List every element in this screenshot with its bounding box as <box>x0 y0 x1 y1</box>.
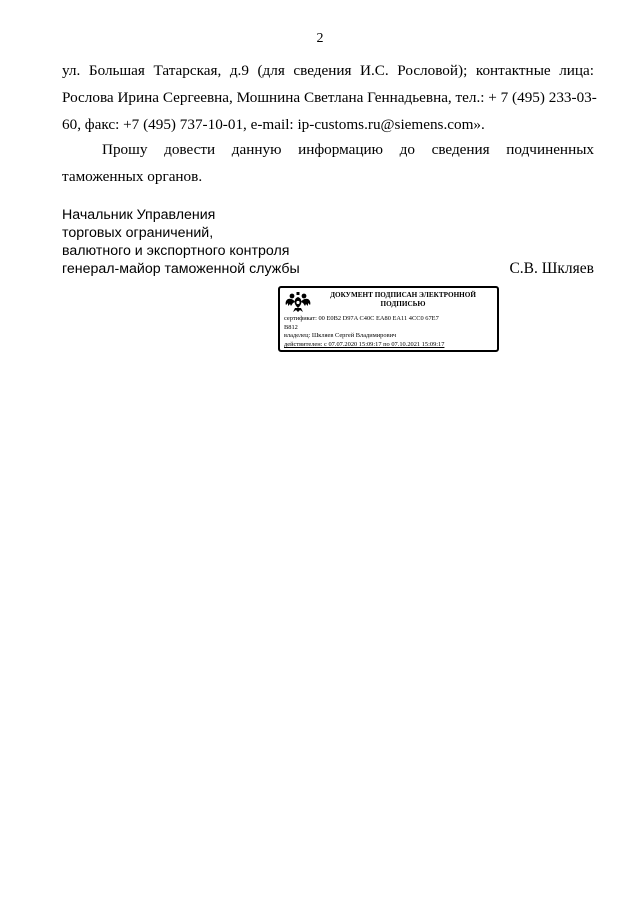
stamp-validity: действителен: с 07.07.2020 15:09:17 по 07.10.2021 15:09:17 <box>284 340 445 348</box>
paragraph-line: ул. Большая Татарская, д.9 (для сведения И.С. Рословой); контактные лица: <box>62 62 594 79</box>
stamp-certificate: сертификат: 00 E0B2 D97A C40C EA80 EA11 4CC0 67E7 <box>284 315 439 322</box>
paragraph-line: 60, факс: +7 (495) 737-10-01, e-mail: ip-customs.ru@siemens.com». <box>62 116 485 133</box>
signatory-position <box>62 206 300 278</box>
signatory-name: С.В. Шкляев <box>509 260 594 277</box>
position-line: генерал-майор таможенной службы <box>62 261 300 277</box>
stamp-details <box>284 315 496 349</box>
paragraph-request <box>62 136 594 190</box>
paragraph-contacts <box>62 57 597 138</box>
position-line: Начальник Управления <box>62 207 216 223</box>
position-line: валютного и экспортного контроля <box>62 243 290 259</box>
position-line: торговых ограничений, <box>62 225 214 241</box>
stamp-owner: владелец: Шкляев Сергей Владимирович <box>284 332 397 340</box>
paragraph-line: таможенных органов. <box>62 168 203 185</box>
stamp-title: ДОКУМЕНТ ПОДПИСАН ЭЛЕКТРОННОЙ ПОДПИСЬЮ <box>330 291 476 308</box>
paragraph-line: Рослова Ирина Сергеевна, Мошнина Светлана Геннадьевна, тел.: + 7 (495) 233-03- <box>62 89 597 106</box>
page-number: 2 <box>316 31 324 46</box>
electronic-signature-stamp <box>278 286 499 352</box>
stamp-certificate-continued: B812 <box>284 323 298 331</box>
paragraph-line: Прошу довести данную информацию до сведения подчиненных <box>102 141 594 158</box>
eagle-emblem-icon <box>285 291 311 313</box>
